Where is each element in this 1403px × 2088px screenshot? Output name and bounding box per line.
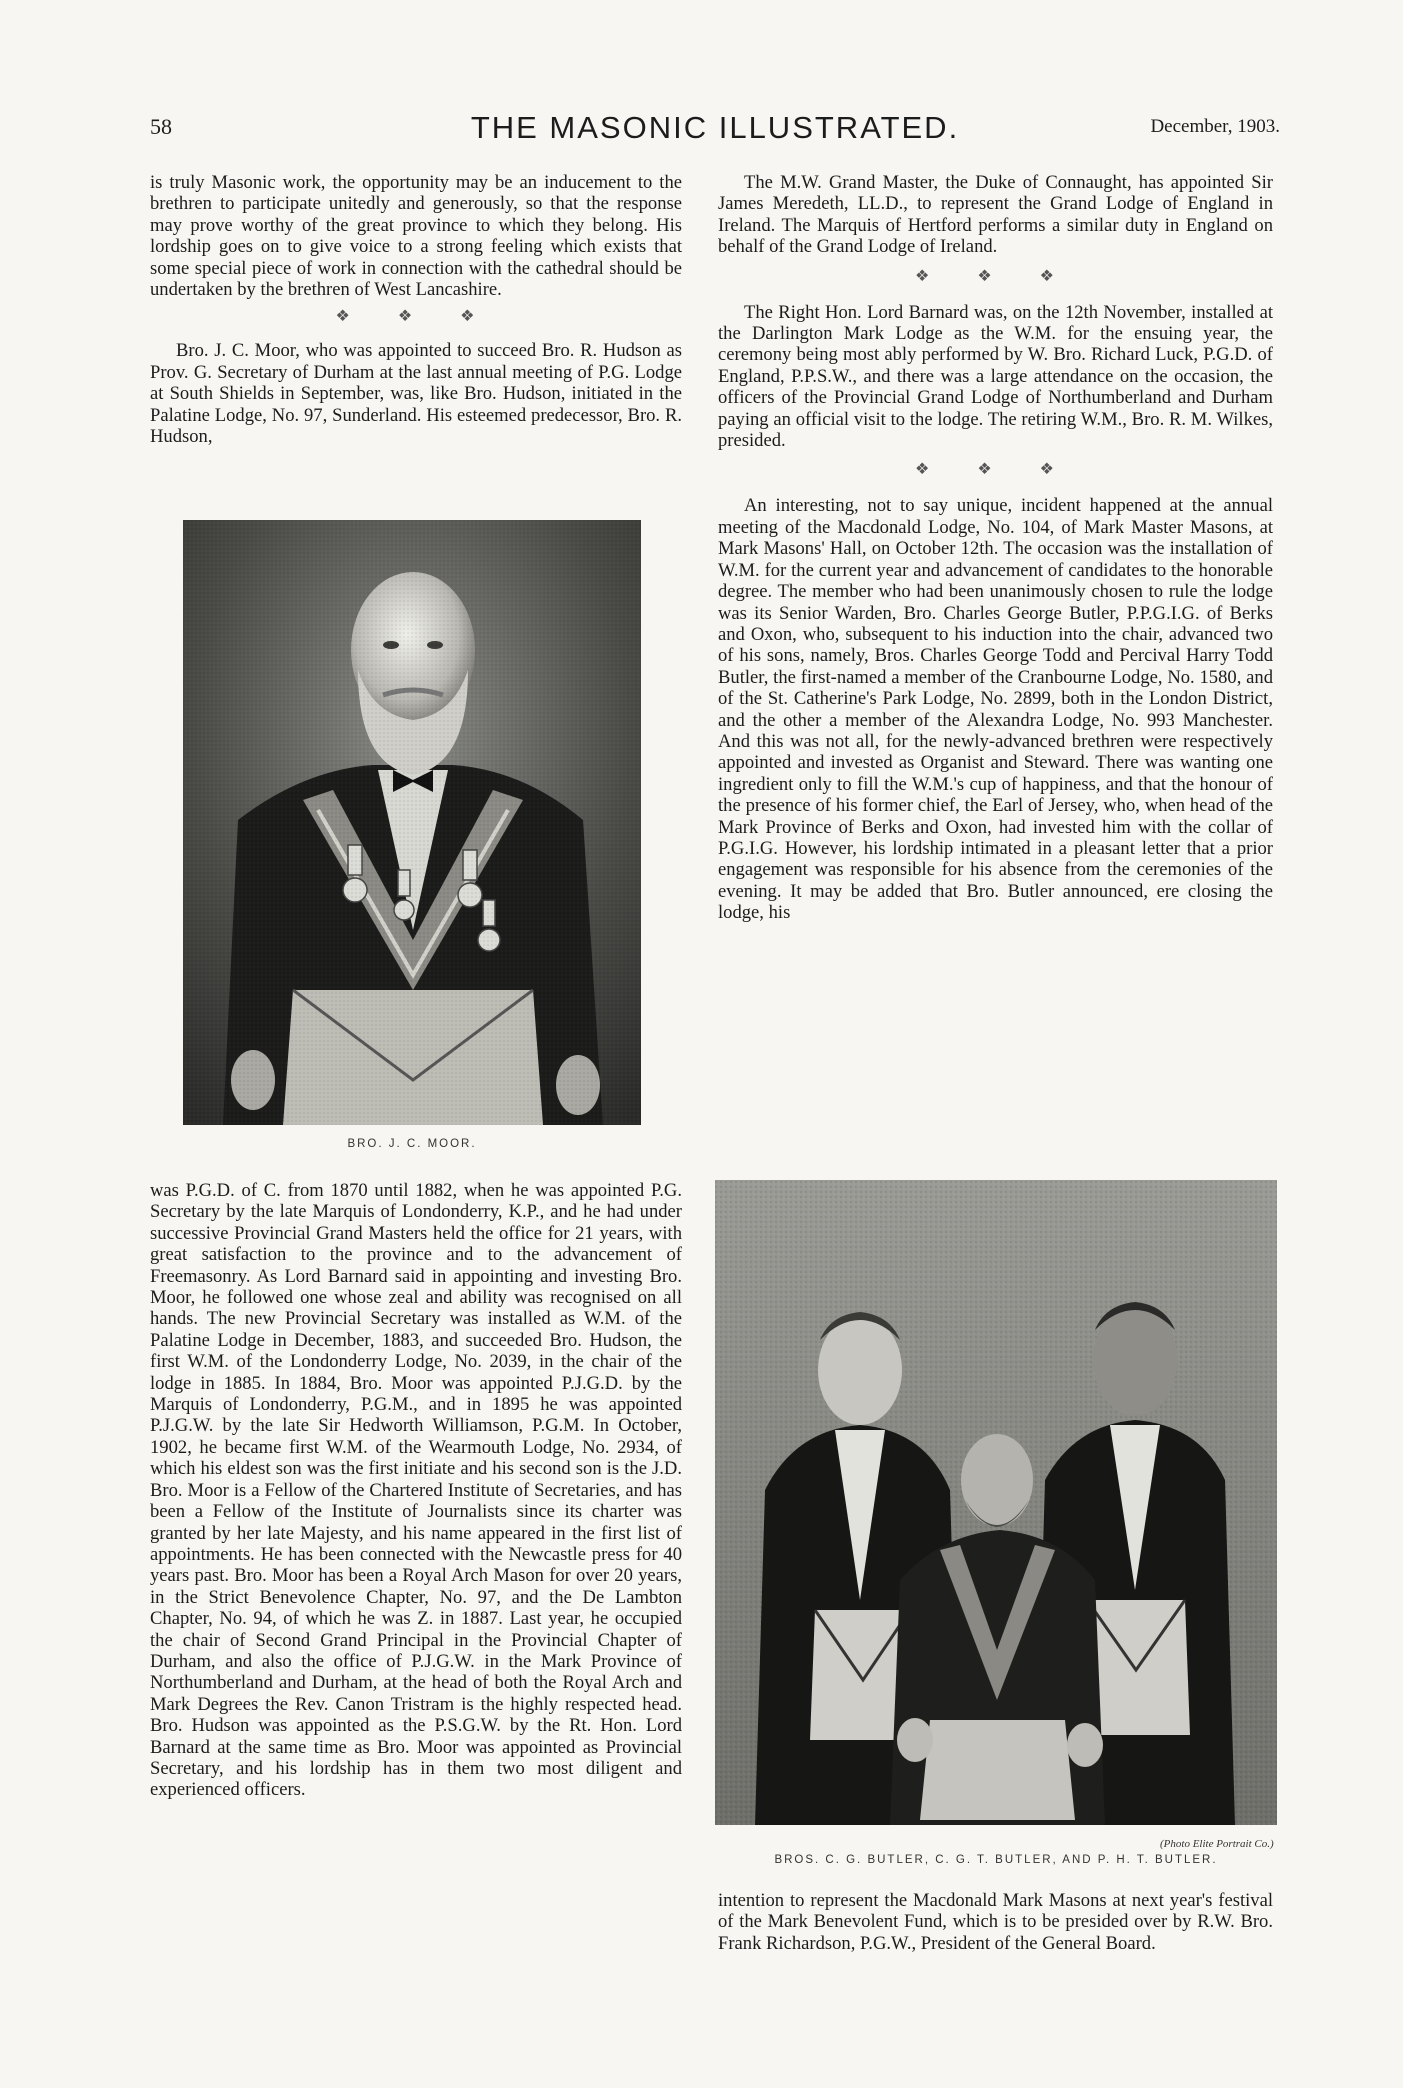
ornament-divider: ❖ ❖ ❖ — [335, 308, 497, 326]
photo-caption-moor: BRO. J. C. MOOR. — [347, 1138, 477, 1150]
paragraph-moor-intro: Bro. J. C. Moor, who was appointed to succeed Bro. R. Hudson as Prov. G. Secretary of Durham at the last annual meeting of P.G. Lodge at South Shields in September, was, like Bro. Hudson, initiated in the Palatine Lodge, No. 97, Sunderland. His esteemed predecessor, Bro. R. Hudson, — [150, 340, 682, 448]
issue-date: December, 1903. — [1150, 116, 1280, 137]
paragraph-lancashire: is truly Masonic work, the opportunity may be an inducement to the brethren to participate unitedly and generously, so that the response may prove worthy of the great province to which they belong. His lordship goes on to give voice to a strong feeling which exists that some special piece of work in connection with the cathedral should be undertaken by the brethren of West Lancashire. — [150, 172, 682, 301]
portrait-illustration — [183, 520, 641, 1125]
paragraph-lord-barnard: The Right Hon. Lord Barnard was, on the 12th November, installed at the Darlington Mark Lodge as the W.M. for the ensuing year, the ceremony being most ably performed by W. Bro. Richard Luck, P.G.D. of England, P.P.S.W., and there was a large attendance on the occasion, the officers of the Provincial Grand Lodge of Northumberland and Durham paying an official visit to the lodge. The retiring W.M., Bro. R. M. Wilkes, presided. — [718, 301, 1273, 452]
page-number: 58 — [150, 114, 172, 139]
left-column-bottom — [150, 1180, 682, 1801]
photo-caption-butlers: BROS. C. G. BUTLER, C. G. T. BUTLER, AND P. H. T. BUTLER. — [774, 1854, 1218, 1866]
portrait-photo-moor — [183, 520, 641, 1125]
paragraph-moor-career: was P.G.D. of C. from 1870 until 1882, when he was appointed P.G. Secretary by the late Marquis of Londonderry, K.P., and he had under successive Provincial Grand Masters held the office for 21 years, with great satisfaction to the province and to the advancement of Freemasonry. As Lord Barnard said in appointing and investing Bro. Moor, he followed one whose zeal and ability was recognised on all hands. The new Provincial Secretary was installed as W.M. of the Palatine Lodge in December, 1883, and succeeded Bro. Hudson, the first W.M. of the Londonderry Lodge, No. 2039, in the chair of the lodge in 1885. In 1884, Bro. Moor was appointed P.J.G.D. by the Marquis of Londonderry, P.G.M., and in 1895 he was appointed P.J.G.W. by the late Sir Hedworth Williamson, P.G.M. In October, 1902, he became first W.M. of the Wearmouth Lodge, No. 2934, of which his eldest son was the first initiate and his second son is the J.D. Bro. Moor is a Fellow of the Chartered Institute of Secretaries, and has been a Fellow of the Institute of Journalists since its charter was granted by her late Majesty, and his name appeared in the first list of appointments. He has been connected with the Newcastle press for 40 years past. Bro. Moor has been a Royal Arch Mason for over 20 years, in the Strict Benevolence Chapter, No. 97, and the De Lambton Chapter, No. 94, of which he was Z. in 1887. Last year, he occupied the chair of Second Grand Principal in the Provincial Chapter of Durham, and also the office of P.J.G.W. in the Mark Province of Northumberland and Durham, at the head of both the Royal Arch and Mark Degrees the Rev. Canon Tristram is the highly respected head. Bro. Hudson was appointed as the P.S.G.W. by the Rt. Hon. Lord Barnard at the same time as Bro. Moor was appointed as Provincial Secretary, and his lordship has in them two most diligent and experienced officers. — [150, 1180, 682, 1801]
photo-credit: (Photo Elite Portrait Co.) — [1160, 1838, 1274, 1850]
right-column-bottom — [718, 1890, 1273, 1954]
group-photo-butlers — [715, 1180, 1277, 1825]
right-column-top — [718, 172, 1273, 924]
ornament-divider: ❖ ❖ ❖ — [914, 267, 1077, 285]
paragraph-grand-master: The M.W. Grand Master, the Duke of Connaught, has appointed Sir James Meredeth, LL.D., to represent the Grand Lodge of England in Ireland. The Marquis of Hertford performs a similar duty in England on behalf of the Grand Lodge of Ireland. — [718, 172, 1273, 258]
paragraph-macdonald-lodge: An interesting, not to say unique, incident happened at the annual meeting of the Macdonald Lodge, No. 104, of Mark Master Masons, at Mark Masons' Hall, on October 12th. The occasion was the installation of W.M. for the current year and advancement of candidates to the honorable degree. The member who had been unanimously chosen to rule the lodge was its Senior Warden, Bro. Charles George Butler, P.P.G.I.G. of Berks and Oxon, who, subsequent to his induction into the chair, advanced two of his sons, namely, Bros. Charles George Todd and Percival Harry Todd Butler, the first-named a member of the Cranbourne Lodge, No. 1580, and of the St. Catherine's Park Lodge, No. 2899, both in the London District, and the other a member of the Alexandra Lodge, No. 993 Manchester. And this was not all, for the newly-advanced brethren were respectively appointed and invested as Organist and Steward. There was wanting one ingredient only to fill the W.M.'s cup of happiness, and that the honour of the presence of his former chief, the Earl of Jersey, who, when head of the Mark Province of Berks and Oxon, had invested him with the collar of P.G.I.G. However, his lordship intimated in a pleasant letter that a prior engagement was responsible for his absence from the ceremonies of the evening. It may be added that Bro. Butler announced, ere closing the lodge, his — [718, 495, 1273, 924]
ornament-divider: ❖ ❖ ❖ — [914, 461, 1077, 479]
group-illustration — [715, 1180, 1277, 1825]
running-header — [150, 110, 1280, 150]
paragraph-benevolent-fund: intention to represent the Macdonald Mark Masons at next year's festival of the Mark Benevolent Fund, which is to be presided over by R.W. Bro. Frank Richardson, P.G.W., President of the General Board. — [718, 1890, 1273, 1954]
publication-title: THE MASONIC ILLUSTRATED. — [470, 110, 960, 145]
left-column-top — [150, 172, 682, 447]
